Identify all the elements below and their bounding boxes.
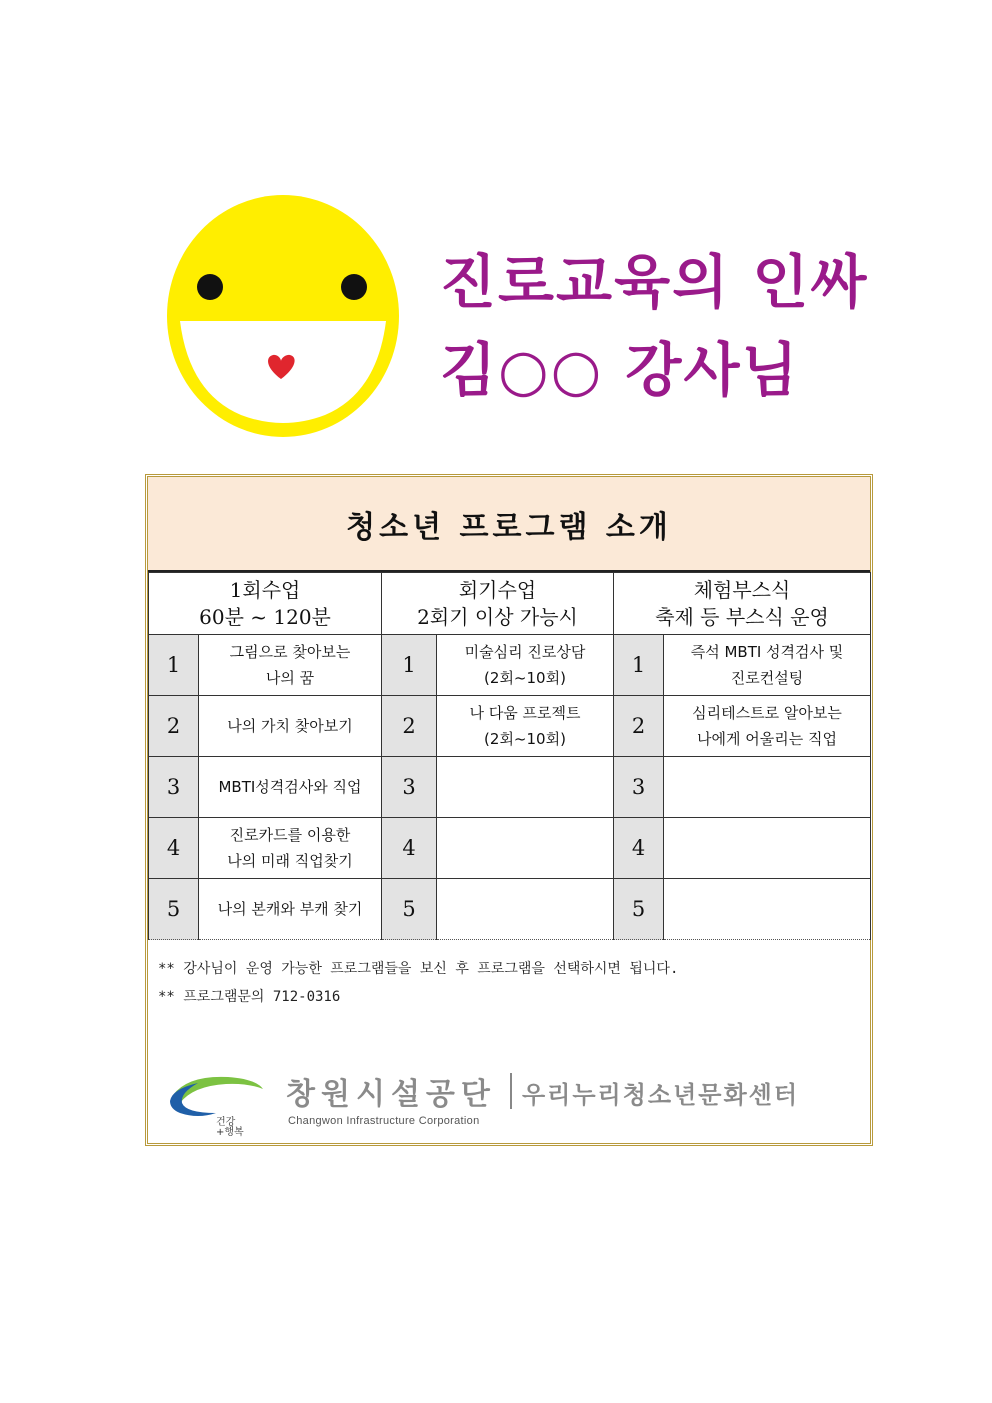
table-row	[149, 635, 871, 696]
program-item: 나 다움 프로젝트 (2회~10회)	[437, 696, 614, 757]
program-title: 청소년 프로그램 소개	[346, 509, 672, 545]
svg-text:+행복: +행복	[216, 1127, 244, 1137]
right-eye-icon	[341, 274, 367, 300]
note-line: ** 프로그램문의 712-0316	[158, 989, 341, 1005]
row-number: 1	[382, 635, 437, 696]
program-item: 즉석 MBTI 성격검사 및 진로컨설팅	[664, 635, 871, 696]
headline-line-1: 진로교육의 인싸	[440, 248, 869, 316]
program-item: 나의 본캐와 부캐 찾기	[199, 879, 382, 940]
org-subtitle: Changwon Infrastructure Corporation	[288, 1115, 480, 1127]
row-number: 5	[614, 879, 664, 940]
svg-text:건강: 건강	[216, 1117, 236, 1128]
program-item-empty	[437, 879, 614, 940]
column-header: 회기수업 2회기 이상 가능시	[382, 573, 614, 635]
table-row	[149, 757, 871, 818]
row-number: 1	[149, 635, 199, 696]
row-number: 2	[382, 696, 437, 757]
program-item: 진로카드를 이용한 나의 미래 직업찾기	[199, 818, 382, 879]
smiley-face-image	[165, 193, 401, 439]
row-number: 4	[614, 818, 664, 879]
row-number: 4	[149, 818, 199, 879]
row-number: 2	[149, 696, 199, 757]
footer-logo-bar	[168, 1067, 858, 1137]
org-name: 창원시설공단	[286, 1077, 496, 1112]
row-number: 1	[614, 635, 664, 696]
program-item-empty	[664, 879, 871, 940]
program-table	[148, 572, 871, 940]
changwon-logo-icon	[168, 1067, 268, 1137]
program-item-empty	[437, 818, 614, 879]
program-item-empty	[437, 757, 614, 818]
program-item: MBTI성격검사와 직업	[199, 757, 382, 818]
center-name: 우리누리청소년문화센터	[522, 1081, 800, 1109]
headline-line-2: 김○○ 강사님	[440, 336, 800, 404]
footer-divider	[510, 1073, 512, 1109]
headline	[440, 238, 868, 414]
program-item-empty	[664, 818, 871, 879]
row-number: 5	[382, 879, 437, 940]
note-line: ** 강사님이 운영 가능한 프로그램들을 보신 후 프로그램을 선택하시면 됩니다.	[158, 961, 679, 977]
table-row	[149, 696, 871, 757]
table-row	[149, 879, 871, 940]
program-item: 심리테스트로 알아보는 나에게 어울리는 직업	[664, 696, 871, 757]
row-number: 4	[382, 818, 437, 879]
table-row	[149, 818, 871, 879]
program-item: 미술심리 진로상담 (2회~10회)	[437, 635, 614, 696]
row-number: 5	[149, 879, 199, 940]
program-title-box	[148, 477, 870, 572]
program-item: 나의 가치 찾아보기	[199, 696, 382, 757]
left-eye-icon	[197, 274, 223, 300]
column-header: 체험부스식 축제 등 부스식 운영	[614, 573, 871, 635]
table-header-row	[149, 573, 871, 635]
program-item: 그림으로 찾아보는 나의 꿈	[199, 635, 382, 696]
program-sheet	[145, 474, 873, 1146]
row-number: 2	[614, 696, 664, 757]
column-header: 1회수업 60분 ~ 120분	[149, 573, 382, 635]
row-number: 3	[382, 757, 437, 818]
program-item-empty	[664, 757, 871, 818]
row-number: 3	[614, 757, 664, 818]
notes	[158, 955, 678, 1011]
row-number: 3	[149, 757, 199, 818]
